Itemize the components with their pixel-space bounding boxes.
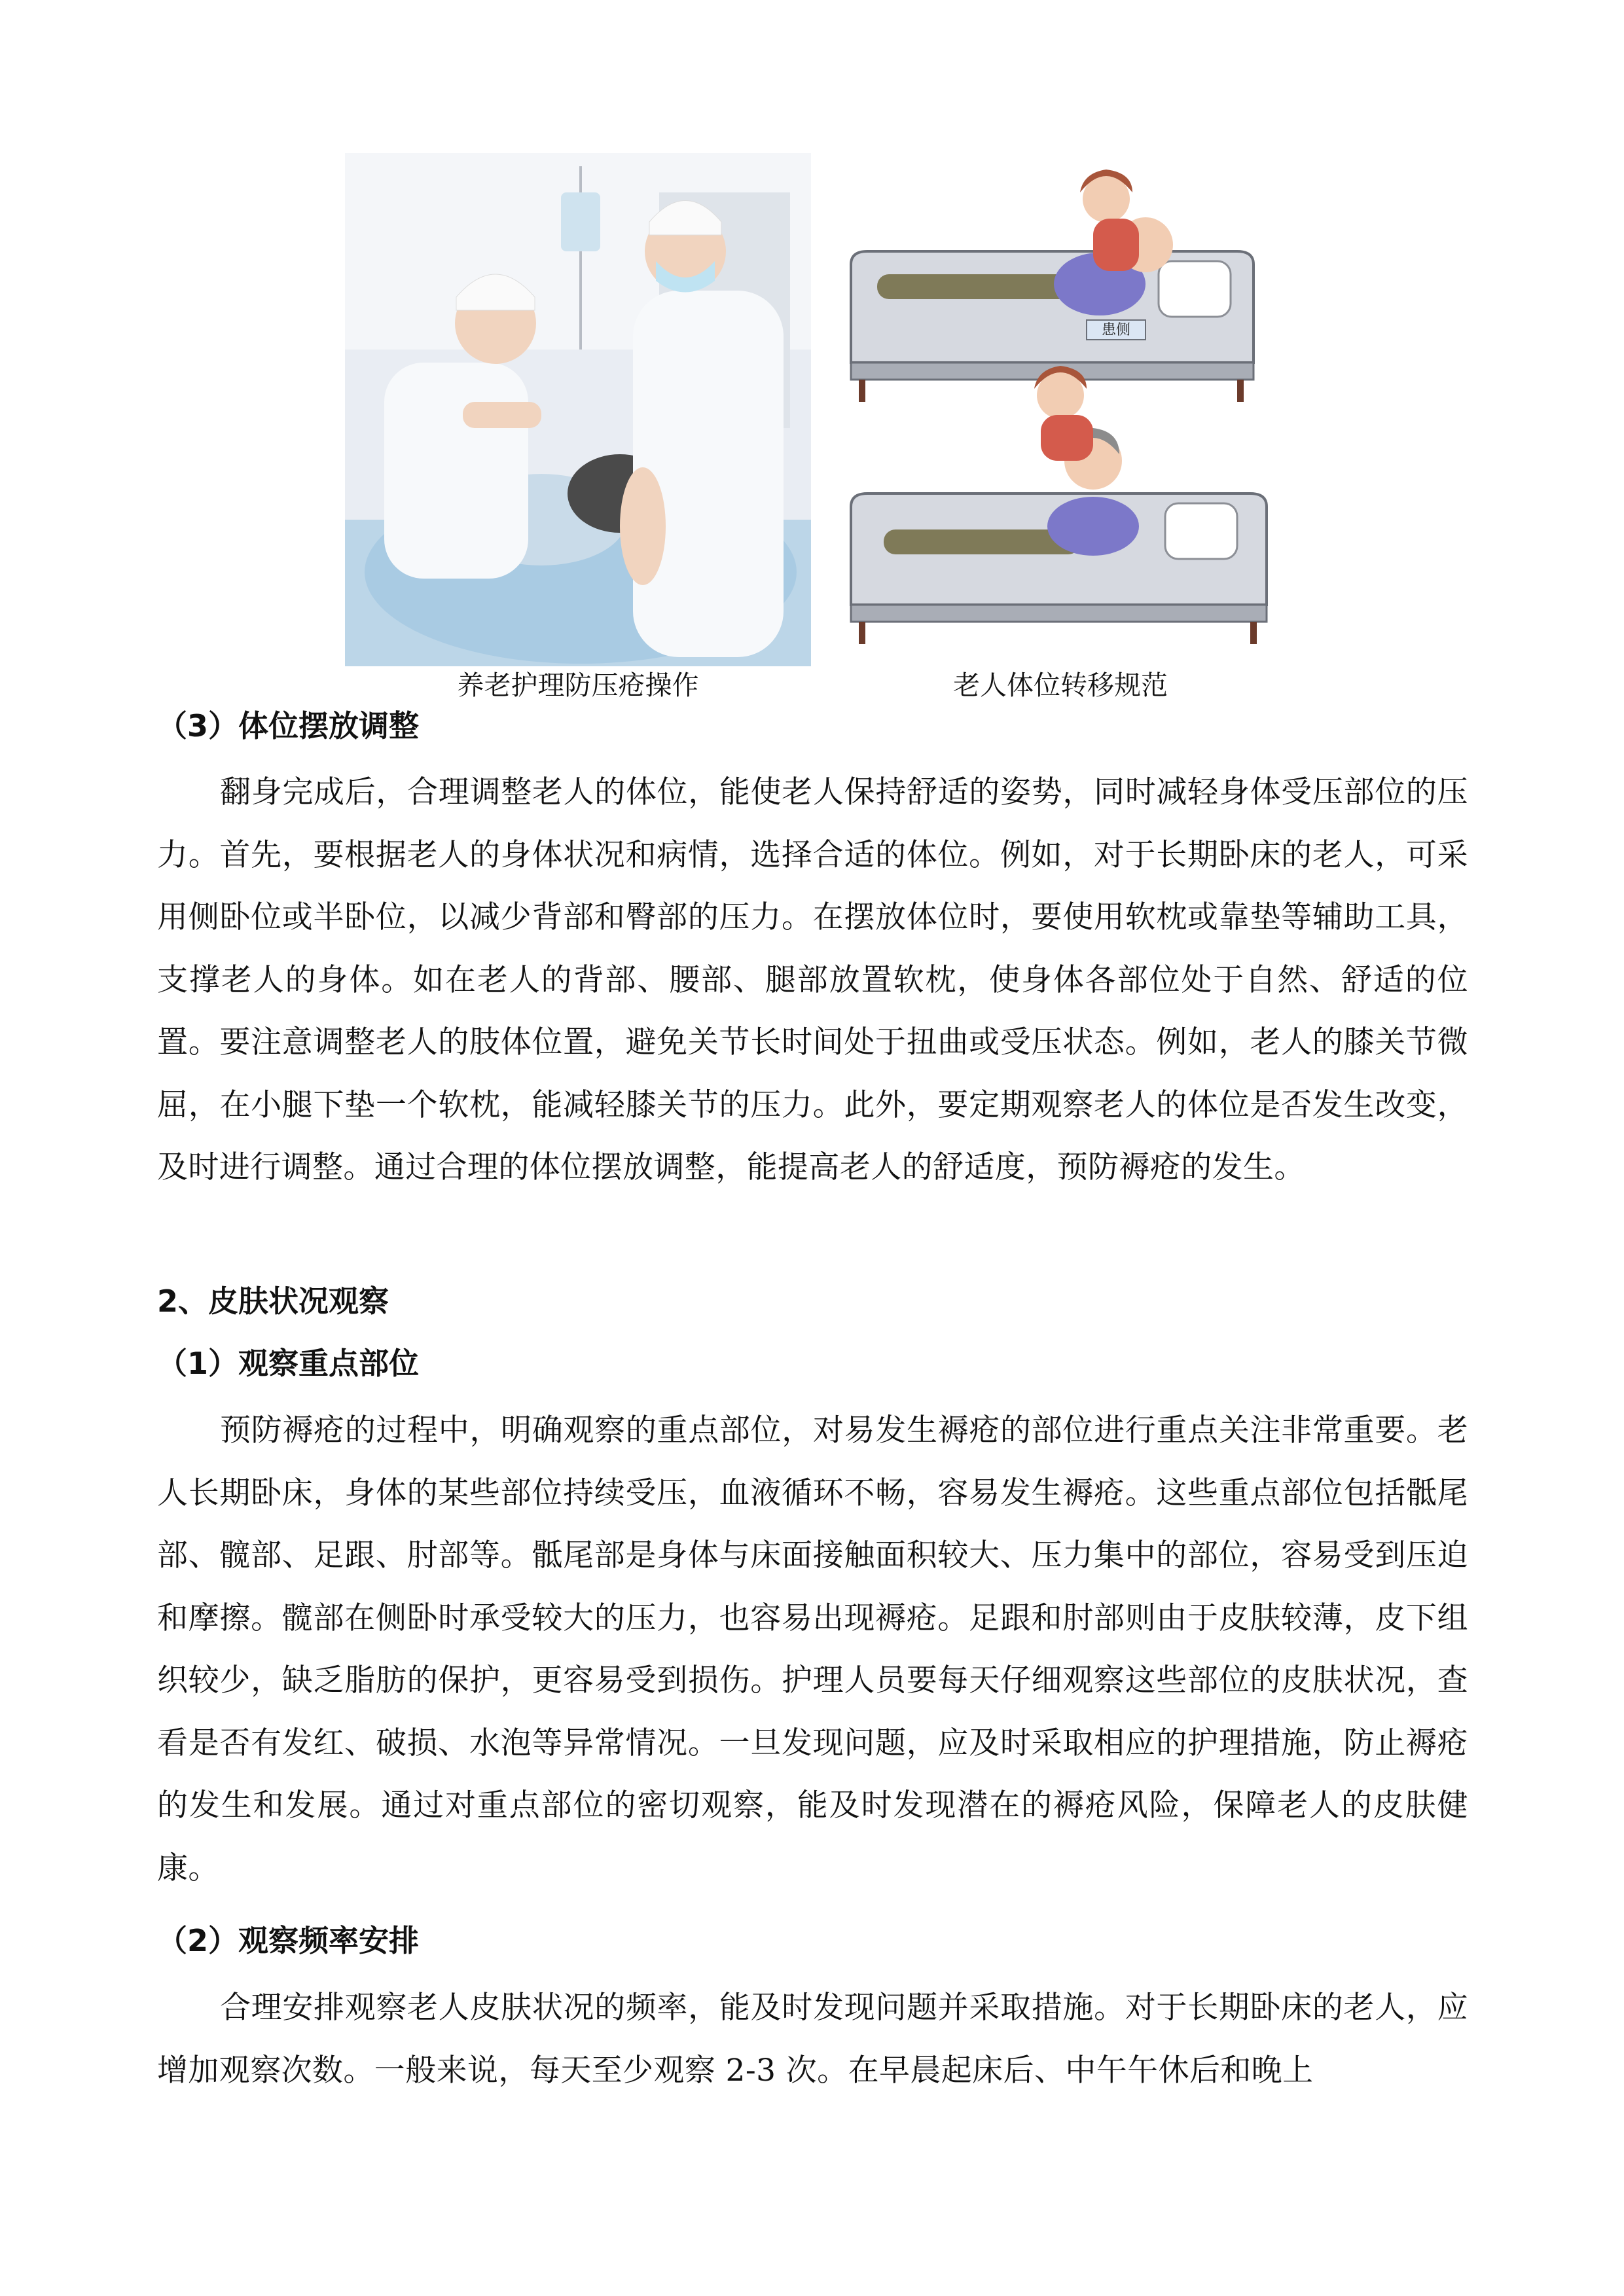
posture-heading: （3）体位摆放调整 <box>157 708 420 744</box>
frequency-heading: （2）观察频率安排 <box>157 1923 420 1958</box>
focus-areas-paragraph: 预防褥疮的过程中，明确观察的重点部位，对易发生褥疮的部位进行重点关注非常重要。老人长期卧床，身体的某些部位持续受压，血液循环不畅，容易发生褥疮。这些重点部位包括骶尾部、髋部、足跟、肘部等。骶尾部是身体与床面接触面积较大、压力集中的部位，容易受到压迫和摩擦。髋部在侧卧时承受较大的压力，也容易出现褥疮。足跟和肘部则由于皮肤较薄，皮下组织较少，缺乏脂肪的保护，更容易受到损伤。护理人员要每天仔细观察这些部位的皮肤状况，查看是否有发红、破损、水泡等异常情况。一旦发现问题，应及时采取相应的护理措施，防止褥疮的发生和发展。通过对重点部位的密切观察，能及时发现潜在的褥疮风险，保障老人的皮肤健康。 <box>157 1412 1468 1886</box>
right-figure-caption: 老人体位转移规范 <box>953 670 1168 701</box>
left-figure-caption: 养老护理防压疮操作 <box>457 670 699 701</box>
affected-side-label: 患侧 <box>1101 322 1131 338</box>
nursing-photo <box>345 153 811 666</box>
skin-observation-heading: 2、皮肤状况观察 <box>157 1283 389 1319</box>
posture-paragraph: 翻身完成后，合理调整老人的体位，能使老人保持舒适的姿势，同时减轻身体受压部位的压力。首先，要根据老人的身体状况和病情，选择合适的体位。例如，对于长期卧床的老人，可采用侧卧位或半卧位，以减少背部和臀部的压力。在摆放体位时，要使用软枕或靠垫等辅助工具，支撑老人的身体。如在老人的背部、腰部、腿部放置软枕，使身体各部位处于自然、舒适的位置。要注意调整老人的肢体位置，避免关节长时间处于扭曲或受压状态。例如，老人的膝关节微屈，在小腿下垫一个软枕，能减轻膝关节的压力。此外，要定期观察老人的体位是否发生改变，及时进行调整。通过合理的体位摆放调整，能提高老人的舒适度，预防褥疮的发生。 <box>157 774 1468 1185</box>
focus-areas-heading: （1）观察重点部位 <box>157 1346 420 1381</box>
frequency-paragraph: 合理安排观察老人皮肤状况的频率，能及时发现问题并采取措施。对于长期卧床的老人，应增加观察次数。一般来说，每天至少观察 2-3 次。在早晨起床后、中午午休后和晚上 <box>157 1990 1468 2089</box>
transfer-illustration <box>844 153 1276 657</box>
